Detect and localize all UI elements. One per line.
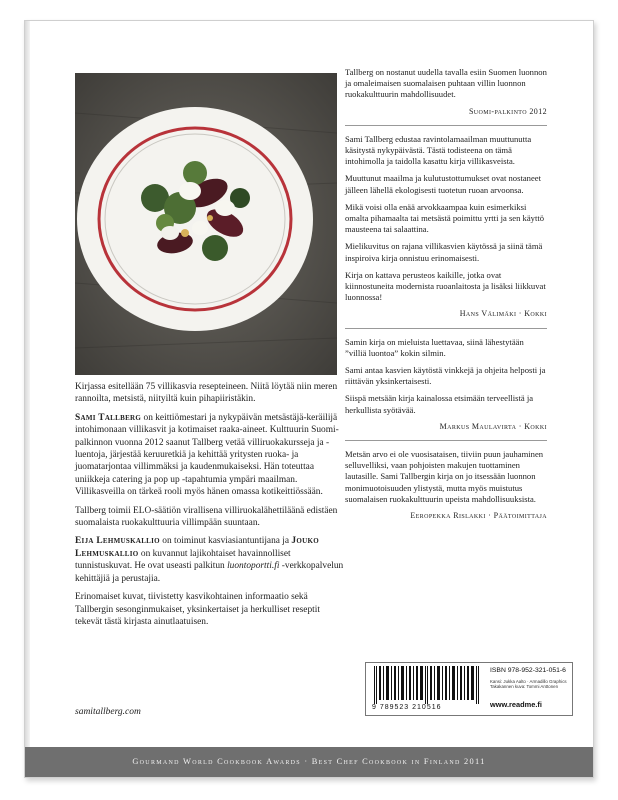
award-band: Gourmand World Cookbook Awards · Best Chef Cookbook in Finland 2011 xyxy=(25,747,593,777)
author-name: Sami Tallberg xyxy=(75,412,142,423)
book-back-cover xyxy=(24,20,594,778)
spine-edge xyxy=(25,21,30,777)
cover-credits: Kansi: Jukka Aalto · Armadillo Graphics Takakannen kuva: Tommi Anttonen xyxy=(490,679,567,690)
divider xyxy=(345,440,547,441)
dish-photo xyxy=(75,73,337,375)
contributors-end: -verkkopalvelun kehittäjiä ja perustajia. xyxy=(75,561,344,584)
website-url: samitallberg.com xyxy=(75,707,141,717)
quote-2b: Muuttunut maailma ja kulutustottumukset ovat nostaneet jälleen lähellä ekologisesti tuotetun ruoan arvoonsa. xyxy=(345,173,541,195)
contributor-name-1: Eija Lehmuskallio xyxy=(75,536,160,547)
quote-2d: Mielikuvitus on rajana villikasvien käytössä ja siinä tämä inspiroiva kirja onnistuu erinomaisesti. xyxy=(345,241,543,263)
quote-2c: Mikä voisi olla enää arvokkaampaa kuin esimerkiksi omalta pihamaalta tai metsästä poimittu yrtti ja sen käyttö mausteena tai salaattina. xyxy=(345,201,545,235)
quote-3-attribution: Markus Maulavirta · Kokki xyxy=(439,421,547,431)
quote-3c: Siispä metsään kirja kainalossa etsimään terveellistä ja herkullista syötävää. xyxy=(345,393,534,415)
quote-2-attribution: Hans Välimäki · Kokki xyxy=(459,309,547,319)
quote-4-attribution: Eeropekka Rislakki · Päätoimittaja xyxy=(410,511,547,521)
quote-2e: Kirja on kattava perusteos kaikille, jotka ovat kiinnostuneita modernista ruoanlaitosta ja lisäksi liikkuvat luonnossa! xyxy=(345,269,546,303)
isbn-box xyxy=(365,662,573,716)
description-column xyxy=(75,381,345,634)
quote-1: Tallberg on nostanut uudella tavalla esiin Suomen luonnon ja omaleimaisen suomalaisen puhtaan villin luonnon ruokakulttuurin mahdollisuudet. xyxy=(345,67,547,100)
quotes-column xyxy=(345,67,547,529)
divider xyxy=(345,125,547,126)
author-bio-paragraph xyxy=(75,412,345,499)
contributors-mid: on toiminut kasviasiantuntijana ja xyxy=(159,536,292,547)
quote-1-attribution: Suomi-palkinto 2012 xyxy=(468,106,547,116)
contributor-name-2: Jouko Lehmuskallio xyxy=(75,536,319,559)
isbn-number: ISBN 978-952-321-051-6 xyxy=(490,667,566,674)
quote-2a: Sami Tallberg edustaa ravintolamaailman muuttunutta käsitystä nykypäivästä. Tästä todisteena on tämä intohimolla ja taidolla kasattu kirja villikasveista. xyxy=(345,133,532,167)
quote-3a: Samin kirja on mieluista luettavaa, siinä lähestytään ”villiä luontoa” kokin silmin. xyxy=(345,336,524,358)
divider xyxy=(345,328,547,329)
summary-paragraph: Erinomaiset kuvat, tiivistetty kasvikohtainen informaatio sekä Tallbergin sesonginmukaiset, yksinkertaiset ja herkulliset reseptit tekevät tästä kirjasta ainutlaatuisen. xyxy=(75,592,320,627)
barcode-digits: 9 789523 210516 xyxy=(372,704,442,711)
author-bio-text: on keittiömestari ja nykypäivän metsästäjä-keräilijä intohimonaan villikasvit ja kotimaiset raaka-aineet. Kulttuurin Suomi-palkinnon vuonna 2012 saanut Tallberg vetää villiruokakursseja ja -luentoja, järjestää keruuretkiä ja kehittää yritysten ruoka- ja juomatarjontaa villimmäksi ja kaudenmukaiseksi. Hän toteuttaa uniikkeja catering ja pop up -tapahtumia ympäri maailman. Villikasveilla on tärkeä rooli myös hänen omassa kotikeittiössään. xyxy=(75,412,339,498)
publisher-url: www.readme.fi xyxy=(490,700,542,709)
ambassador-paragraph: Tallberg toimii ELO-säätiön virallisena villiruokalähettiläänä edistäen suomalaista ruokakulttuuria villimpään suuntaan. xyxy=(75,505,338,529)
contributors-paragraph xyxy=(75,535,345,585)
contributors-text: on kuvannut lajikohtaiset havainnolliset tunnistuskuvat. He ovat useasti palkitun xyxy=(75,548,291,572)
quote-4: Metsän arvo ei ole vuosisataisen, tiiviin puun jauhaminen selluvelliksi, vaan pohjoisten makujen tuottaminen lautasille. Sami Tallbergin kirja on jo itsessään luonnon monimuotoisuuden ylistystä, mutta myös muistutus suomalaisen ruokakulttuurin upeista mahdollisuuksista. xyxy=(345,449,544,504)
intro-paragraph: Kirjassa esitellään 75 villikasvia resepteineen. Niitä löytää niin meren rannoilta, metsistä, niityiltä kuin pihapiiristäkin. xyxy=(75,382,338,405)
quote-3b: Sami antaa kasvien käytöstä vinkkejä ja ohjeita helposti ja riittävän yksinkertaisesti. xyxy=(345,365,546,387)
luontoportti-link: luontoportti.fi xyxy=(227,561,280,572)
barcode xyxy=(372,666,486,706)
